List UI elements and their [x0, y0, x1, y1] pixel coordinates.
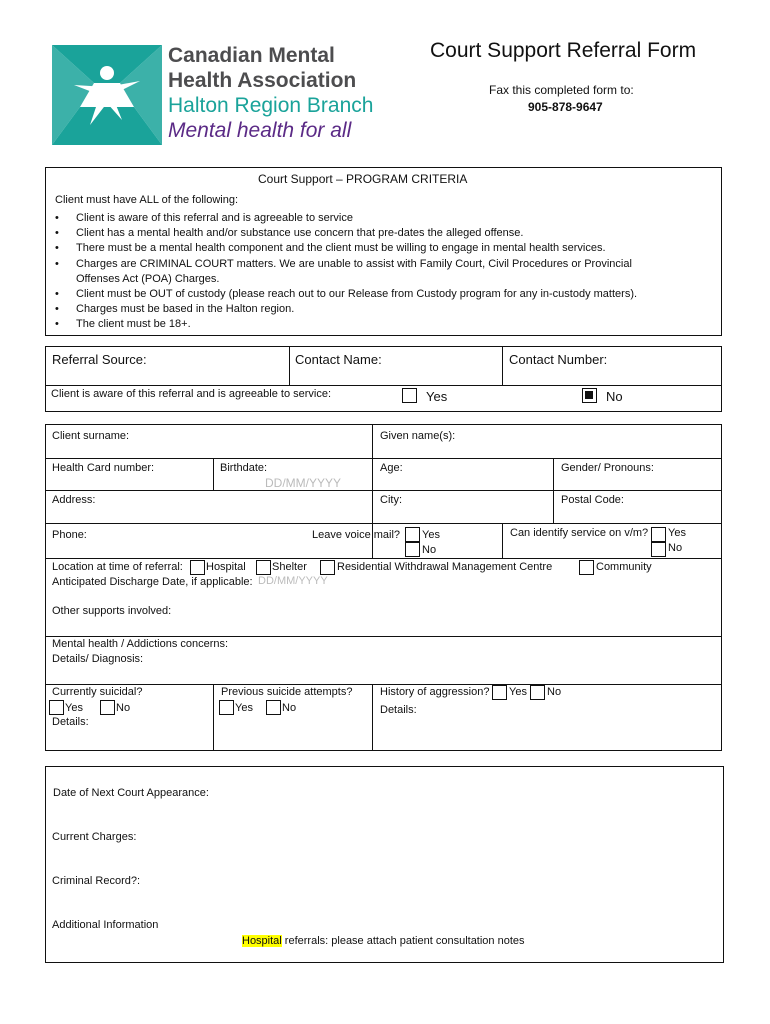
location-residential-label: Residential Withdrawal Management Centre	[337, 561, 553, 573]
aware-no-checkbox[interactable]	[582, 388, 597, 403]
voicemail-yes-checkbox[interactable]	[405, 527, 420, 542]
given-names-label[interactable]: Given name(s):	[380, 430, 456, 442]
row-divider	[45, 490, 722, 491]
hospital-referral-note	[242, 935, 525, 947]
location-community-checkbox[interactable]	[579, 560, 594, 575]
col-divider	[553, 458, 554, 523]
fax-label: Fax this completed form to:	[489, 83, 634, 97]
col-divider	[213, 684, 214, 751]
criteria-item: • Client has a mental health and/or substance use concern that pre-dates the alleged offense.	[55, 226, 637, 241]
aggression-no-checkbox[interactable]	[530, 685, 545, 700]
col-divider	[502, 523, 503, 558]
phone-label[interactable]: Phone:	[52, 529, 87, 541]
city-label[interactable]: City:	[380, 494, 402, 506]
health-card-label[interactable]: Health Card number:	[52, 462, 155, 474]
aggression-details-label[interactable]: Details:	[380, 704, 417, 716]
criteria-item: • Charges are CRIMINAL COURT matters. We are unable to assist with Family Court, Civil Procedures or Provincial Offenses Act (POA) Charges.	[55, 257, 637, 287]
org-name-line1: Canadian Mental	[168, 44, 335, 67]
location-hospital-checkbox[interactable]	[190, 560, 205, 575]
org-tagline: Mental health for all	[168, 119, 352, 142]
aggression-yes-label: Yes	[509, 686, 527, 698]
additional-info-label[interactable]: Additional Information	[52, 919, 159, 931]
row-divider	[45, 684, 722, 685]
prev-attempts-label: Previous suicide attempts?	[221, 686, 353, 698]
identify-yes-checkbox[interactable]	[651, 527, 666, 542]
gender-label[interactable]: Gender/ Pronouns:	[561, 462, 654, 474]
col-divider	[213, 458, 214, 490]
aggression-no-label: No	[547, 686, 562, 698]
voicemail-no-label: No	[422, 544, 437, 556]
referral-source-label[interactable]: Referral Source:	[52, 352, 147, 367]
cmha-logo	[52, 45, 162, 145]
aware-yes-checkbox[interactable]	[402, 388, 417, 403]
org-branch: Halton Region Branch	[168, 94, 374, 117]
aware-yes-label: Yes	[426, 389, 448, 404]
prev-attempts-no-label: No	[282, 702, 297, 714]
criteria-list	[55, 211, 637, 333]
criteria-intro: Client must have ALL of the following:	[55, 194, 239, 206]
criteria-item: • The client must be 18+.	[55, 317, 637, 332]
prev-attempts-no-checkbox[interactable]	[266, 700, 281, 715]
criteria-item: • Client is aware of this referral and is agreeable to service	[55, 211, 637, 226]
row-divider	[45, 458, 722, 459]
aggression-label: History of aggression?	[380, 686, 490, 698]
suicidal-details-label[interactable]: Details:	[52, 716, 89, 728]
referral-divider	[45, 385, 722, 386]
suicidal-yes-checkbox[interactable]	[49, 700, 64, 715]
discharge-date-input[interactable]: DD/MM/YYYY	[258, 575, 328, 587]
location-residential-checkbox[interactable]	[320, 560, 335, 575]
form-title: Court Support Referral Form	[430, 39, 697, 62]
col-divider	[372, 684, 373, 751]
current-charges-label[interactable]: Current Charges:	[52, 831, 137, 843]
row-divider	[45, 636, 722, 637]
criteria-item: • There must be a mental health component and the client must be willing to engage in mental health services.	[55, 241, 637, 256]
suicidal-no-label: No	[116, 702, 131, 714]
location-label: Location at time of referral:	[52, 561, 183, 573]
identify-no-checkbox[interactable]	[651, 542, 666, 557]
birthdate-label: Birthdate:	[220, 462, 268, 474]
suicidal-no-checkbox[interactable]	[100, 700, 115, 715]
criteria-item: • Charges must be based in the Halton region.	[55, 302, 637, 317]
birthdate-input[interactable]: DD/MM/YYYY	[265, 476, 342, 490]
note-highlight: Hospital	[242, 935, 282, 947]
identify-yes-label: Yes	[668, 527, 686, 539]
logo-mark-icon	[52, 45, 162, 145]
identify-vm-label: Can identify service on v/m?	[510, 527, 649, 539]
details-diagnosis-label: Details/ Diagnosis:	[52, 653, 144, 665]
suicidal-yes-label: Yes	[65, 702, 83, 714]
fax-number: 905-878-9647	[528, 100, 603, 114]
discharge-date-label: Anticipated Discharge Date, if applicable:	[52, 576, 253, 588]
other-supports-label[interactable]: Other supports involved:	[52, 605, 172, 617]
mh-concerns-label[interactable]: Mental health / Addictions concerns:	[52, 638, 229, 650]
criteria-title: Court Support – PROGRAM CRITERIA	[258, 172, 468, 186]
next-court-date-label[interactable]: Date of Next Court Appearance:	[53, 787, 209, 799]
voicemail-no-checkbox[interactable]	[405, 542, 420, 557]
identify-no-label: No	[668, 542, 683, 554]
suicidal-label: Currently suicidal?	[52, 686, 143, 698]
age-label[interactable]: Age:	[380, 462, 403, 474]
criminal-record-label[interactable]: Criminal Record?:	[52, 875, 141, 887]
prev-attempts-yes-label: Yes	[235, 702, 253, 714]
row-divider	[45, 558, 722, 559]
row-divider	[45, 523, 722, 524]
prev-attempts-yes-checkbox[interactable]	[219, 700, 234, 715]
contact-name-label[interactable]: Contact Name:	[295, 352, 382, 367]
aware-no-label: No	[606, 389, 623, 404]
client-surname-label[interactable]: Client surname:	[52, 430, 130, 442]
location-shelter-label: Shelter	[272, 561, 307, 573]
referral-col-divider	[502, 346, 503, 385]
voicemail-yes-label: Yes	[422, 529, 440, 541]
note-text: referrals: please attach patient consultation notes	[281, 935, 525, 947]
aggression-yes-checkbox[interactable]	[492, 685, 507, 700]
address-label[interactable]: Address:	[52, 494, 96, 506]
voicemail-label: Leave voice mail?	[312, 529, 401, 541]
location-shelter-checkbox[interactable]	[256, 560, 271, 575]
client-aware-label: Client is aware of this referral and is agreeable to service:	[51, 388, 332, 400]
referral-col-divider	[289, 346, 290, 385]
postal-code-label[interactable]: Postal Code:	[561, 494, 624, 506]
location-hospital-label: Hospital	[206, 561, 246, 573]
location-community-label: Community	[596, 561, 652, 573]
criteria-item: • Client must be OUT of custody (please reach out to our Release from Custody program for any in-custody matters).	[55, 287, 637, 302]
org-name-line2: Health Association	[168, 69, 357, 92]
contact-number-label[interactable]: Contact Number:	[509, 352, 608, 367]
